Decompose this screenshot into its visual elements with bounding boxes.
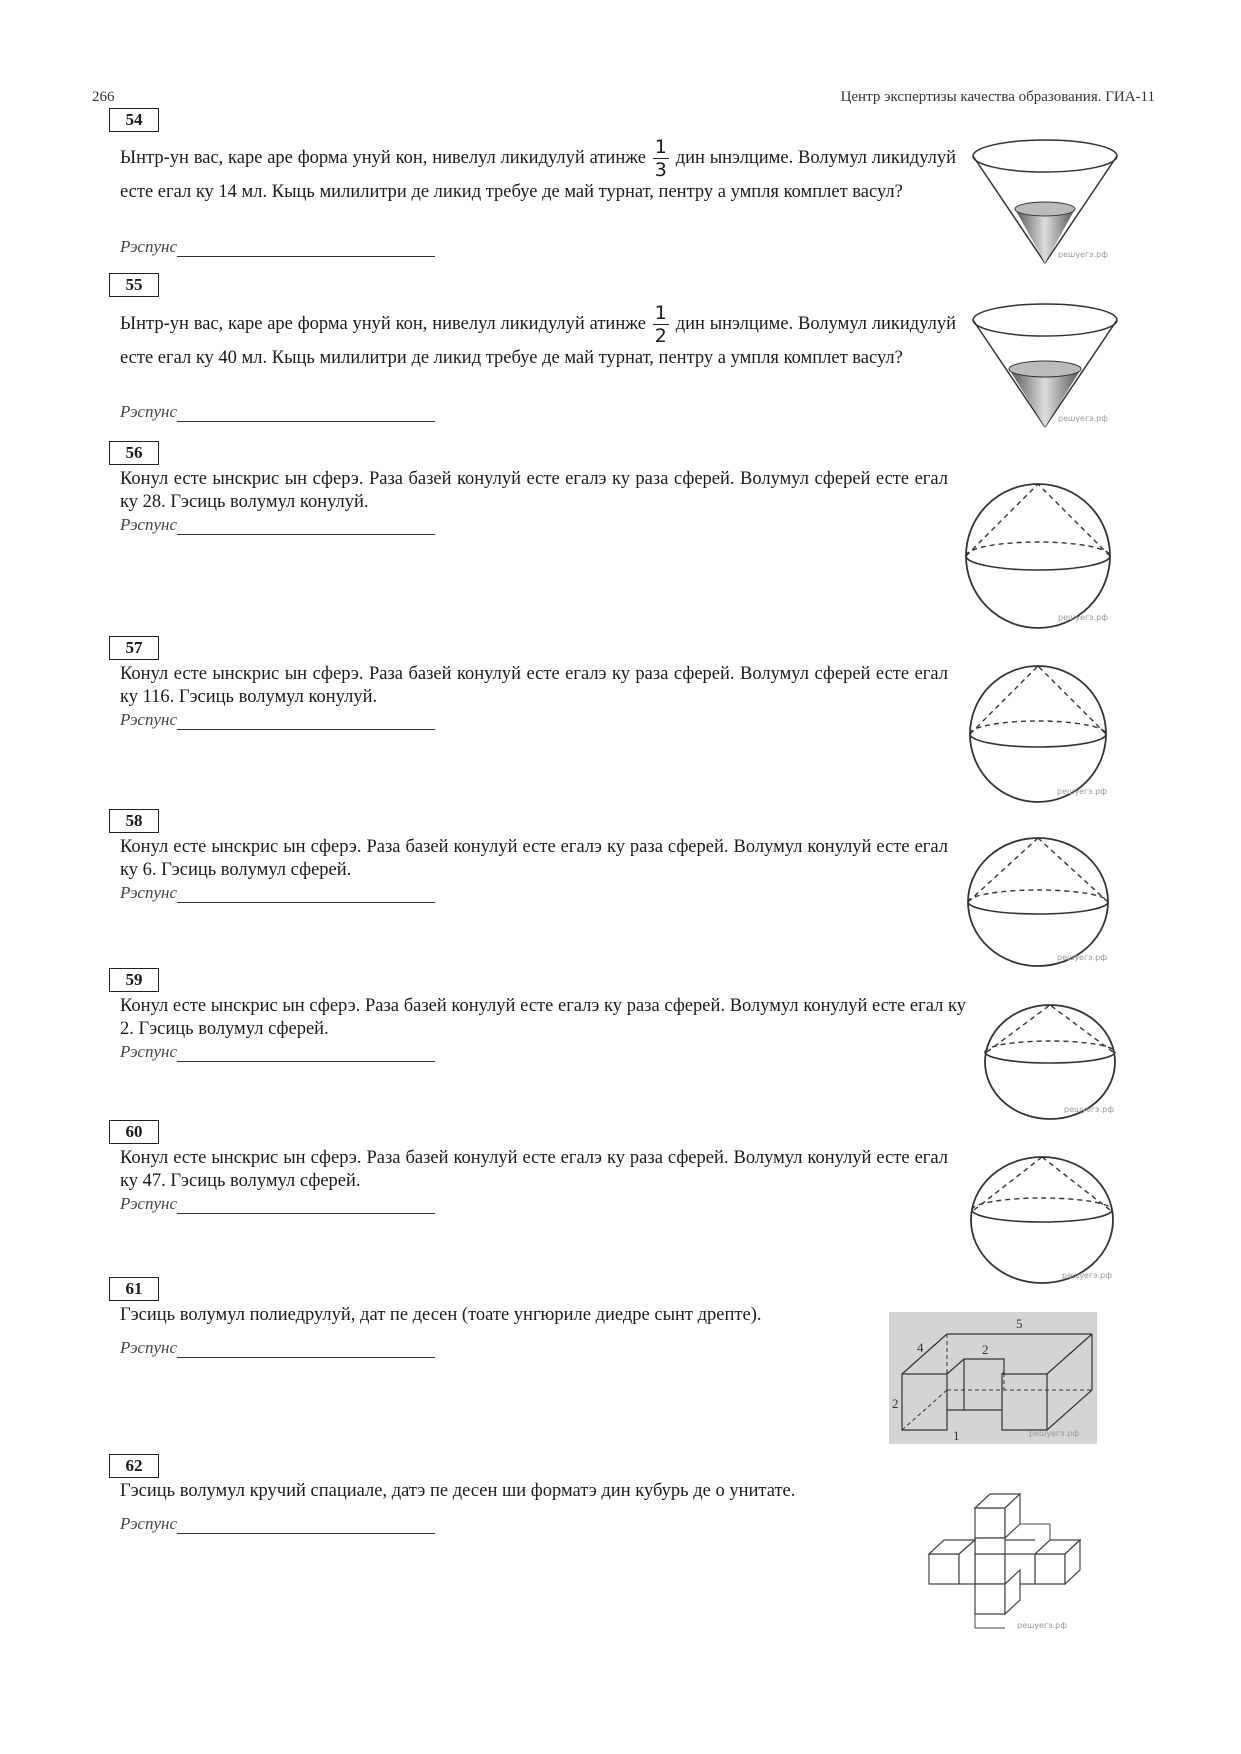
- fraction: [653, 136, 669, 181]
- cone-vessel-figure: [970, 302, 1120, 432]
- watermark: решуегэ.рф: [1058, 414, 1109, 423]
- answer-field[interactable]: [177, 1043, 435, 1062]
- task-text: [120, 302, 956, 370]
- dimension-label: 2: [982, 1342, 989, 1357]
- running-header: Центр экспертизы качества образования. ГИА-11: [840, 89, 1155, 105]
- task-number: 54: [109, 108, 159, 132]
- dimension-label: 1: [953, 1428, 960, 1443]
- task-text: Конул есте ынскрис ын сферэ. Раза базей конулуй есте егалэ ку раза сферeй. Волумул конулуй есте егал ку 6. Гэсиць волумул сферeй.: [120, 837, 948, 880]
- answer-label: Рэспунс: [120, 1514, 177, 1533]
- answer-label: Рэспунс: [120, 1042, 177, 1061]
- task-number: 59: [109, 968, 159, 992]
- dimension-label: 4: [917, 1340, 924, 1355]
- watermark: решуегэ.рф: [1062, 1271, 1113, 1280]
- task-number: 61: [109, 1277, 159, 1301]
- task-number: 62: [109, 1454, 159, 1478]
- answer-label: Рэспунс: [120, 402, 177, 421]
- text-part: Ынтр-ун вас, каре аре форма унуй кон, нивелул ликидулуй атинже: [120, 147, 646, 168]
- task-number: 56: [109, 441, 159, 465]
- sphere-cone-figure: [982, 1000, 1118, 1122]
- spatial-cross-figure: [925, 1478, 1085, 1634]
- task-number: 60: [109, 1120, 159, 1144]
- task-text: Конул есте ынскрис ын сферэ. Раза базей конулуй есте егалэ ку раза сферeй. Волумул сферeй есте егал ку 28. Гэсиць волумул конулуй.: [120, 469, 948, 512]
- task-number: 55: [109, 273, 159, 297]
- answer-line[interactable]: [120, 1194, 435, 1214]
- text-part: дин ынэлциме. Волумул ликидулуй есте егал ку 40 мл. Кыць милилитри де ликид требуе де май турнат, пентру а умпля комплет васул?: [120, 313, 957, 368]
- answer-field[interactable]: [177, 403, 435, 422]
- answer-label: Рэспунс: [120, 237, 177, 256]
- polyhedron-figure: [889, 1312, 1097, 1444]
- watermark: решуегэ.рф: [1058, 613, 1109, 622]
- answer-line[interactable]: [120, 1338, 435, 1358]
- fraction: [653, 302, 669, 347]
- watermark: решуегэ.рф: [1057, 953, 1108, 962]
- answer-field[interactable]: [177, 238, 435, 257]
- task-text: Конул есте ынскрис ын сферэ. Раза базей конулуй есте егалэ ку раза сферeй. Волумул конулуй есте егал ку 47. Гэсиць волумул сферeй.: [120, 1148, 948, 1191]
- dimension-label: 5: [1016, 1316, 1023, 1331]
- watermark: решуегэ.рф: [1029, 1429, 1080, 1438]
- task-number: 58: [109, 809, 159, 833]
- fraction-numerator: 1: [654, 302, 667, 324]
- answer-line[interactable]: [120, 402, 435, 422]
- page-number: 266: [92, 89, 115, 105]
- answer-field[interactable]: [177, 884, 435, 903]
- task-text: [120, 136, 956, 204]
- task-number: 57: [109, 636, 159, 660]
- watermark: решуегэ.рф: [1017, 1621, 1068, 1630]
- task-text: Гэсиць волумул кручий спациале, датэ пе десен ши форматэ дин кубурь де о унитате.: [120, 1481, 796, 1501]
- answer-field[interactable]: [177, 1339, 435, 1358]
- text-part: Ынтр-ун вас, каре аре форма унуй кон, нивелул ликидулуй атинже: [120, 313, 646, 334]
- fraction-numerator: 1: [654, 136, 667, 158]
- sphere-cone-figure: [962, 836, 1114, 968]
- answer-line[interactable]: [120, 515, 435, 535]
- answer-label: Рэспунс: [120, 883, 177, 902]
- answer-field[interactable]: [177, 1515, 435, 1534]
- answer-line[interactable]: [120, 1514, 435, 1534]
- task-text: Конул есте ынскрис ын сферэ. Раза базей конулуй есте егалэ ку раза сферeй. Волумул конулуй есте егал ку 2. Гэсиць волумул сферeй.: [120, 996, 966, 1039]
- task-text: Конул есте ынскрис ын сферэ. Раза базей конулуй есте егалэ ку раза сферeй. Волумул сферeй есте егал ку 116. Гэсиць волумул конулуй.: [120, 664, 948, 707]
- answer-label: Рэспунс: [120, 710, 177, 729]
- answer-field[interactable]: [177, 711, 435, 730]
- fraction-denominator: 2: [654, 325, 667, 347]
- answer-label: Рэспунс: [120, 515, 177, 534]
- watermark: решуегэ.рф: [1057, 787, 1108, 796]
- task-text: Гэсиць волумул полиедрулуй, дат пе десен (тоате унгюриле диедре сынт дрепте).: [120, 1305, 762, 1325]
- watermark: решуегэ.рф: [1064, 1105, 1115, 1114]
- answer-field[interactable]: [177, 1195, 435, 1214]
- sphere-cone-figure: [958, 482, 1118, 632]
- sphere-cone-figure: [962, 664, 1114, 806]
- cone-vessel-figure: [970, 138, 1120, 268]
- answer-field[interactable]: [177, 516, 435, 535]
- answer-line[interactable]: [120, 883, 435, 903]
- answer-label: Рэспунс: [120, 1194, 177, 1213]
- fraction-denominator: 3: [654, 159, 667, 181]
- answer-line[interactable]: [120, 1042, 435, 1062]
- answer-line[interactable]: [120, 237, 435, 257]
- sphere-cone-figure: [966, 1152, 1118, 1286]
- dimension-label: 2: [892, 1396, 899, 1411]
- watermark: решуегэ.рф: [1058, 250, 1109, 259]
- answer-label: Рэспунс: [120, 1338, 177, 1357]
- text-part: дин ынэлциме. Волумул ликидулуй есте егал ку 14 мл. Кыць милилитри де ликид требуе де май турнат, пентру а умпля комплет васул?: [120, 147, 957, 202]
- answer-line[interactable]: [120, 710, 435, 730]
